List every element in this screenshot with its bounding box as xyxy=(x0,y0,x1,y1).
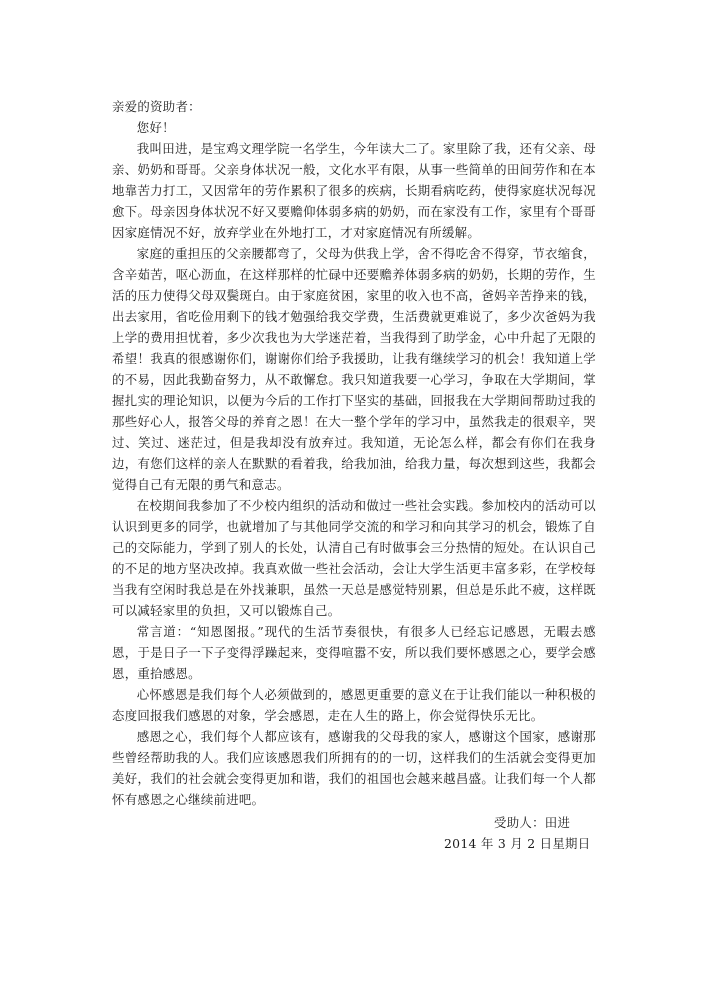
signature-block xyxy=(420,812,600,854)
signature-name: 受助人：田进 xyxy=(494,815,571,830)
salutation: 亲爱的资助者： xyxy=(112,99,201,114)
paragraph-gratitude-saying: 常言道：“知恩图报。”现代的生活节奏很快，有很多人已经忘记感恩，无暇去感恩，于是日子一下子变得浮躁起来，变得喧嚣不安，所以我们要怀感恩之心，要学会感恩，重拾感恩。 xyxy=(112,624,596,681)
signature-date: 2014 年 3 月 2 日星期日 xyxy=(444,836,591,851)
paragraph-campus-activities: 在校期间我参加了不少校内组织的活动和做过一些社会实践。参加校内的活动可以认识到更多的同学，也就增加了与其他同学交流的和学习和向其学习的机会，锻炼了自己的交际能力，学到了别人的长处，认清自己有时做事会三分热情的短处。在认识自己的不足的地方坚决改掉。我真欢做一些社会活动，会让大学生活更丰富多彩，在学校每当我有空闲时我总是在外找兼职，虽然一天总是感觉特别累，但总是乐此不疲，这样既可以减轻家里的负担，又可以锻炼自己。 xyxy=(112,498,596,618)
paragraph-family-background: 我叫田进，是宝鸡文理学院一名学生，今年读大二了。家里除了我，还有父亲、母亲、奶奶和哥哥。父亲身体状况一般，文化水平有限，从事一些简单的田间劳作和在本地靠苦力打工，又因常年的劳作累积了很多的疾病，长期看病吃药，使得家庭状况每况愈下。母亲因身体状况不好又要赡仰体弱多病的奶奶，而在家没有工作，家里有个哥哥因家庭情况不好，放弃学业在外地打工，才对家庭情况有所缓解。 xyxy=(112,141,596,240)
letter-body xyxy=(112,96,596,810)
paragraph-closing: 感恩之心，我们每个人都应该有，感谢我的父母我的家人，感谢这个国家，感谢那些曾经帮助我的人。我们应该感恩我们所拥有的的一切，这样我们的生活就会变得更加美好，我们的社会就会变得更加和谐，我们的祖国也会越来越昌盛。让我们每一个人都怀有感恩之心继续前进吧。 xyxy=(112,729,596,807)
paragraph-gratitude-meaning: 心怀感恩是我们每个人必须做到的，感恩更重要的意义在于让我们能以一种积极的态度回报我们感恩的对象，学会感恩，走在人生的路上，你会觉得快乐无比。 xyxy=(112,687,596,723)
greeting: 您好！ xyxy=(136,120,175,135)
paragraph-family-burden: 家庭的重担压的父亲腰都弯了，父母为供我上学，舍不得吃舍不得穿，节衣缩食，含辛茹苦，呕心沥血，在这样那样的忙碌中还要赡养体弱多病的奶奶，长期的劳作，生活的压力使得父母双鬓斑白。由于家庭贫困，家里的收入也不高，爸妈辛苦挣来的钱，出去家用，省吃俭用剩下的钱才勉强给我交学费，生活费就更难说了，多少次爸妈为我上学的费用担忧着，多少次我也为大学迷茫着，当我得到了助学金，心中升起了无限的希望！我真的很感谢你们，谢谢你们给予我援助，让我有继续学习的机会！我知道上学的不易，因此我勤奋努力，从不敢懈怠。我只知道我要一心学习，争取在大学期间，掌握扎实的理论知识，以便为今后的工作打下坚实的基础，回报我在大学期间帮助过我的那些好心人，报答父母的养育之恩！在大一整个学年的学习中，虽然我走的很艰辛，哭过、笑过、迷茫过，但是我却没有放弃过。我知道，无论怎么样，都会有你们在我身边，有您们这样的亲人在默默的看着我，给我加油，给我力量，每次想到这些，我都会觉得自己有无限的勇气和意志。 xyxy=(112,246,596,492)
